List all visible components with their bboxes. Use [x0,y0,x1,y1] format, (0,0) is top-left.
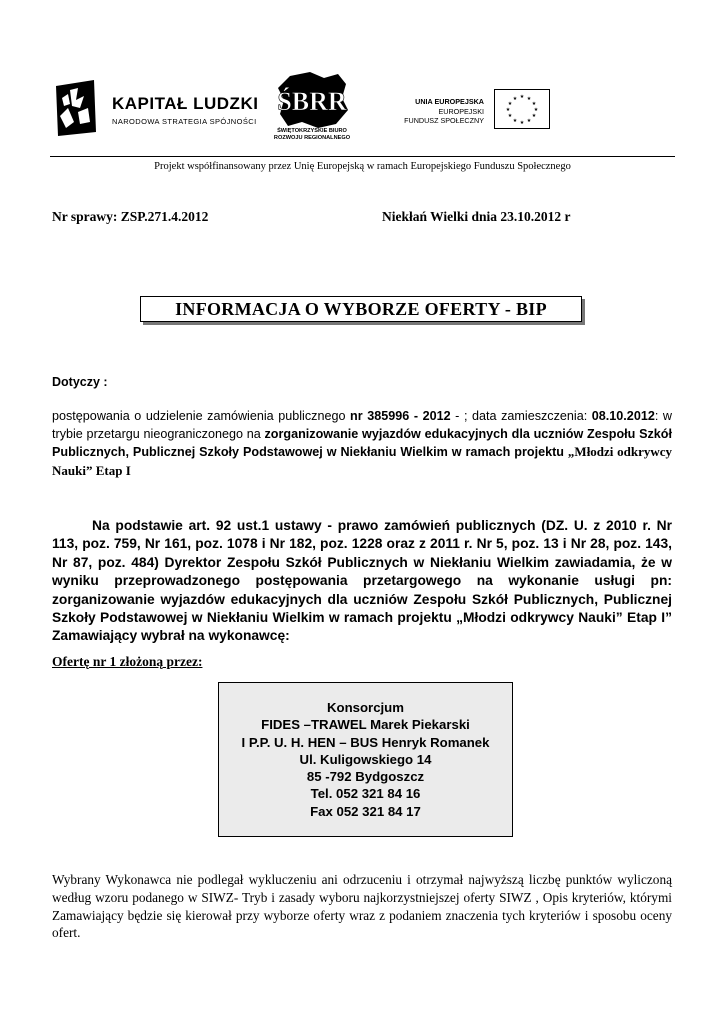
sbrr-caption-line1: ŚWIĘTOKRZYSKIE BIURO [277,128,347,134]
svg-text:★: ★ [531,101,537,107]
svg-text:★: ★ [526,96,532,102]
concerns-paragraph [52,408,672,480]
sbrr-logo-text: ŚBRR [277,87,347,116]
header-divider [50,156,675,157]
p1-text-2: - ; data zamieszczenia: [450,409,592,423]
svg-text:★: ★ [505,107,511,113]
contractor-box [218,682,513,837]
document-title: INFORMACJA O WYBORZE OFERTY - BIP [140,296,582,322]
kapital-ludzki-subtitle: NARODOWA STRATEGIA SPÓJNOŚCI [112,117,257,126]
eu-flag-icon [494,89,550,129]
svg-text:★: ★ [526,118,532,124]
svg-text:★: ★ [533,107,539,113]
contractor-line: Ul. Kuligowskiego 14 [299,751,432,767]
ue-caption-line2: EUROPEJSKI [438,106,484,116]
contractor-line: 85 -792 Bydgoszcz [306,769,425,785]
offer-label: Ofertę nr 1 złożoną przez: [52,654,203,669]
place-date: Niekłań Wielki dnia 23.10.2012 r [382,209,571,224]
sbrr-caption [262,128,362,142]
p1-project-name: „Młodzi odkrywcy Nauki” Etap I [52,444,672,478]
svg-text:★: ★ [519,94,525,100]
contractor-line: I P.P. U. H. HEN – BUS Henryk Romanek [241,734,490,750]
ue-caption-line3: FUNDUSZ SPOŁECZNY [404,116,484,125]
ue-caption [396,97,484,126]
cofinancing-note: Projekt współfinansowany przez Unię Europejską w ramach Europejskiego Funduszu Społecznego [154,161,571,172]
contractor-line: Fax 052 321 84 17 [310,803,421,819]
svg-text:★: ★ [512,118,518,124]
case-number: Nr sprawy: ZSP.271.4.2012 [52,209,209,224]
svg-text:★: ★ [519,120,525,126]
svg-text:★: ★ [507,113,513,119]
sbrr-caption-line2: ROZWOJU REGIONALNEGO [273,135,351,141]
kapital-ludzki-title: KAPITAŁ LUDZKI [112,94,259,113]
p1-text-1: postępowania o udzielenie zamówienia publicznego [52,409,351,423]
svg-text:★: ★ [512,96,518,102]
contractor-line: Tel. 052 321 84 16 [310,786,421,802]
contractor-line: FIDES –TRAWEL Marek Piekarski [261,717,470,733]
p1-subject: zorganizowanie wyjazdów edukacyjnych dla uczniów Zespołu Szkół Publicznych, Publicznej Szkoły Podstawowej w Niekłaniu Wielkim w ramach projektu [52,426,672,459]
svg-text:★: ★ [531,113,537,119]
decision-paragraph: Na podstawie art. 92 ust.1 ustawy - prawo zamówień publicznych (DZ. U. z 2010 r. Nr 113, poz. 759, Nr 161, poz. 1078 i Nr 182, poz. 1228 oraz z 2011 r. Nr 5, poz. 13 i Nr 28, poz. 143, Nr 87, poz. 484) Dyrektor Zespołu Szkół Publicznych w Niekłaniu Wielkim zawiadamia, że w wyniku przeprowadzonego postępowania przetargowego na wykonanie usługi pn: zorganizowanie wyjazdów edukacyjnych dla uczniów Zespołu Szkół Publicznych, Publicznej Szkoły Podstawowej w Niekłaniu Wielkim w ramach projektu „Młodzi odkrywcy Nauki” Etap I” Zamawiający wybrał na wykonawcę: [52,518,672,644]
contractor-line: Konsorcjum [327,700,404,715]
concerns-label: Dotyczy : [52,375,108,389]
p1-publication-date: 08.10.2012 [591,409,655,423]
justification-paragraph: Wybrany Wykonawca nie podlegał wykluczeniu ani odrzuceniu i otrzymał najwyższą liczbę punktów wyliczoną według wzoru podanego w SIWZ- Tryb i zasady wyboru najkorzystniejszej oferty SIWZ , Opis kryteriów, którymi Zamawiający będzie się kierował przy wyborze oferty wraz z podaniem znaczenia tych kryteriów i sposobu oceny ofert. [52,872,672,941]
svg-text:★: ★ [507,101,513,107]
ue-caption-line1: UNIA EUROPEJSKA [415,97,484,106]
p1-procurement-number: nr 385996 - 2012 [350,409,451,423]
p1-text-3: : w trybie przetargu nieograniczonego na [52,409,672,441]
